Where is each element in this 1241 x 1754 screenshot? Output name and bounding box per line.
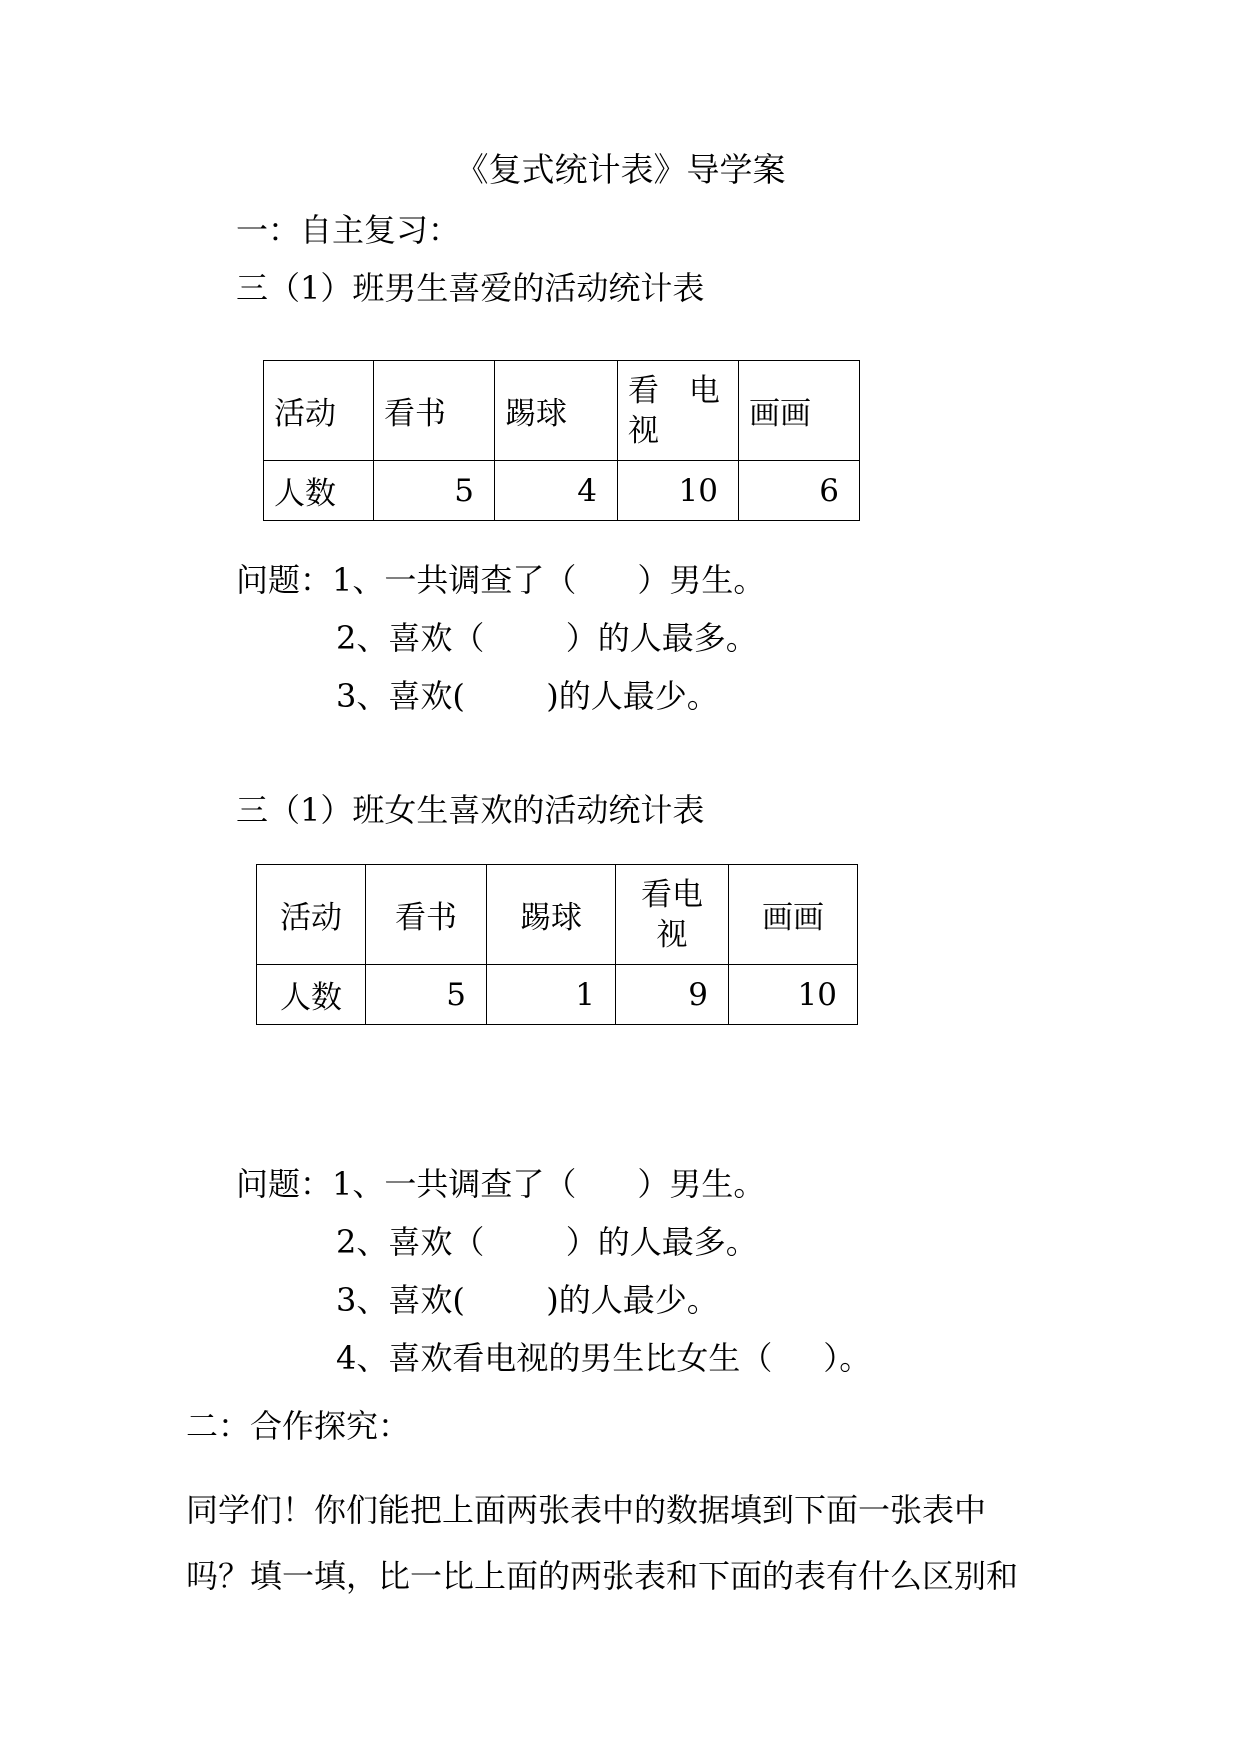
question-2-2: 2、喜欢（ ）的人最多。: [336, 1223, 758, 1261]
value-cell: 10: [729, 965, 858, 1025]
table-row: [264, 461, 860, 521]
boys-activity-table: [263, 360, 860, 521]
section1-heading: 一：自主复习：: [236, 211, 461, 249]
table-header-cell: 活动: [257, 865, 366, 965]
table-header-cell: 活动: [264, 361, 374, 461]
table-header-cell: 踢球: [487, 865, 616, 965]
row-label-cell: 人数: [257, 965, 366, 1025]
document-title: 《复式统计表》导学案: [455, 150, 786, 189]
value-cell: 10: [618, 461, 739, 521]
table-header-cell: 看 电视: [618, 361, 739, 461]
value-cell: 1: [487, 965, 616, 1025]
row-label-cell: 人数: [264, 461, 374, 521]
value-cell: 9: [616, 965, 729, 1025]
table-header-row: [257, 865, 858, 965]
value-cell: 4: [495, 461, 618, 521]
paragraph-line-1: 同学们！你们能把上面两张表中的数据填到下面一张表中: [186, 1491, 987, 1529]
question-1-2: 2、喜欢（ ）的人最多。: [336, 619, 758, 657]
table-header-cell: 看书: [374, 361, 495, 461]
table-header-row: [264, 361, 860, 461]
value-cell: 6: [739, 461, 860, 521]
table2-caption: 三（1）班女生喜欢的活动统计表: [236, 791, 705, 829]
table-header-cell: 踢球: [495, 361, 618, 461]
question-2-4: 4、喜欢看电视的男生比女生（ ）。: [336, 1339, 872, 1377]
table-row: [257, 965, 858, 1025]
girls-activity-table: [256, 864, 858, 1025]
question-1-1: 问题：1、一共调查了（ ）男生。: [236, 561, 766, 599]
table1-caption: 三（1）班男生喜爱的活动统计表: [236, 269, 705, 307]
value-cell: 5: [374, 461, 495, 521]
question-2-3: 3、喜欢( )的人最少。: [336, 1281, 719, 1319]
value-cell: 5: [366, 965, 487, 1025]
question-2-1: 问题：1、一共调查了（ ）男生。: [236, 1165, 766, 1203]
table-header-cell: 画画: [729, 865, 858, 965]
table-header-cell: 画画: [739, 361, 860, 461]
paragraph-line-2: 吗？填一填，比一比上面的两张表和下面的表有什么区别和: [186, 1557, 1019, 1595]
table-header-cell: 看书: [366, 865, 487, 965]
question-1-3: 3、喜欢( )的人最少。: [336, 677, 719, 715]
table-header-cell: 看电视: [616, 865, 729, 965]
section2-heading: 二：合作探究：: [186, 1407, 411, 1445]
